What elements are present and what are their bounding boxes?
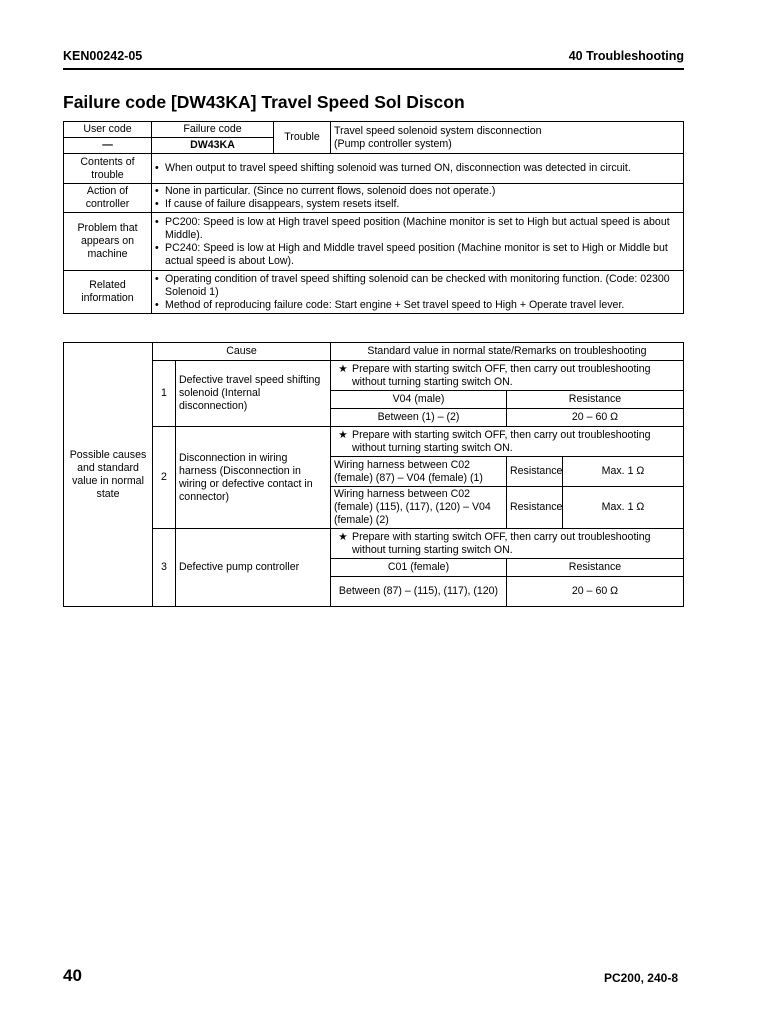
action-label: Action of controller xyxy=(64,184,152,213)
list-item: • PC240: Speed is low at High and Middle travel speed position (Machine monitor is set to High or Middle but actual speed is about Low). xyxy=(155,241,668,267)
cause-description: Defective pump controller xyxy=(176,529,331,607)
prepare-note: ★ Prepare with starting switch OFF, then carry out troubleshooting without turning starting switch ON. xyxy=(331,361,684,391)
cause-header: Cause xyxy=(153,343,331,361)
standard-value: 20 – 60 Ω xyxy=(507,409,684,427)
page-title: Failure code [DW43KA] Travel Speed Sol Discon xyxy=(63,92,465,112)
page-header xyxy=(63,49,684,66)
connector-header: C01 (female) xyxy=(331,559,507,577)
cause-number: 1 xyxy=(153,361,176,427)
list-item: • If cause of failure disappears, system resets itself. xyxy=(155,198,400,210)
list-item: • When output to travel speed shifting solenoid was turned ON, disconnection was detected in circuit. xyxy=(155,162,631,174)
failure-info-table xyxy=(63,121,684,314)
resistance-label: Resistance xyxy=(507,487,563,529)
contents-label: Contents of trouble xyxy=(64,154,152,184)
measure-points: Between (87) – (115), (117), (120) xyxy=(331,577,507,607)
list-item: • Operating condition of travel speed shifting solenoid can be checked with monitoring function. (Code: 02300 Solenoid 1) xyxy=(155,272,670,298)
section-title: 40 Troubleshooting xyxy=(568,49,684,63)
cause-number: 3 xyxy=(153,529,176,607)
problem-cell xyxy=(152,213,684,271)
list-item: • None in particular. (Since no current flows, solenoid does not operate.) xyxy=(155,185,496,197)
star-icon: ★ xyxy=(338,428,348,441)
resistance-header: Resistance xyxy=(507,391,684,409)
action-cell xyxy=(152,184,684,213)
user-code-label: User code xyxy=(64,122,152,138)
cause-number: 2 xyxy=(153,427,176,529)
trouble-description xyxy=(331,122,684,154)
prepare-note: ★ Prepare with starting switch OFF, then carry out troubleshooting without turning starting switch ON. xyxy=(331,529,684,559)
connector-header: V04 (male) xyxy=(331,391,507,409)
trouble-label: Trouble xyxy=(274,122,331,154)
star-icon: ★ xyxy=(338,362,348,375)
prepare-note: ★ Prepare with starting switch OFF, then carry out troubleshooting without turning starting switch ON. xyxy=(331,427,684,457)
standard-value: Max. 1 Ω xyxy=(563,487,684,529)
model-label: PC200, 240-8 xyxy=(603,971,678,985)
measure-points: Between (1) – (2) xyxy=(331,409,507,427)
failure-code-label: Failure code xyxy=(152,122,274,138)
standard-value: Max. 1 Ω xyxy=(563,457,684,487)
cause-description: Disconnection in wiring harness (Disconnection in wiring or defective contact in connector) xyxy=(176,427,331,529)
doc-code: KEN00242-05 xyxy=(63,49,143,63)
star-icon: ★ xyxy=(338,530,348,543)
user-code-value: — xyxy=(64,138,152,154)
measure-points: Wiring harness between C02 (female) (87) – V04 (female) (1) xyxy=(331,457,507,487)
possible-causes-table xyxy=(63,342,684,607)
trouble-text-2: (Pump controller system) xyxy=(334,137,452,150)
list-item: • PC200: Speed is low at High travel speed position (Machine monitor is set to High but actual speed is about Middle). xyxy=(155,215,670,241)
failure-code-value: DW43KA xyxy=(152,138,274,154)
cause-description: Defective travel speed shifting solenoid (Internal disconnection) xyxy=(176,361,331,427)
trouble-text-1: Travel speed solenoid system disconnection xyxy=(334,124,542,137)
related-label: Related information xyxy=(64,271,152,314)
header-rule xyxy=(63,68,684,70)
contents-cell xyxy=(152,154,684,184)
resistance-label: Resistance xyxy=(507,457,563,487)
related-cell xyxy=(152,271,684,314)
standard-value: 20 – 60 Ω xyxy=(507,577,684,607)
measure-points: Wiring harness between C02 (female) (115), (117), (120) – V04 (female) (2) xyxy=(331,487,507,529)
possible-causes-label: Possible causes and standard value in normal state xyxy=(64,343,153,607)
page-number: 40 xyxy=(63,966,82,985)
list-item: • Method of reproducing failure code: Start engine + Set travel speed to High + Operate travel lever. xyxy=(155,298,625,311)
standard-header: Standard value in normal state/Remarks on troubleshooting xyxy=(331,343,684,361)
problem-label: Problem that appears on machine xyxy=(64,213,152,271)
resistance-header: Resistance xyxy=(507,559,684,577)
